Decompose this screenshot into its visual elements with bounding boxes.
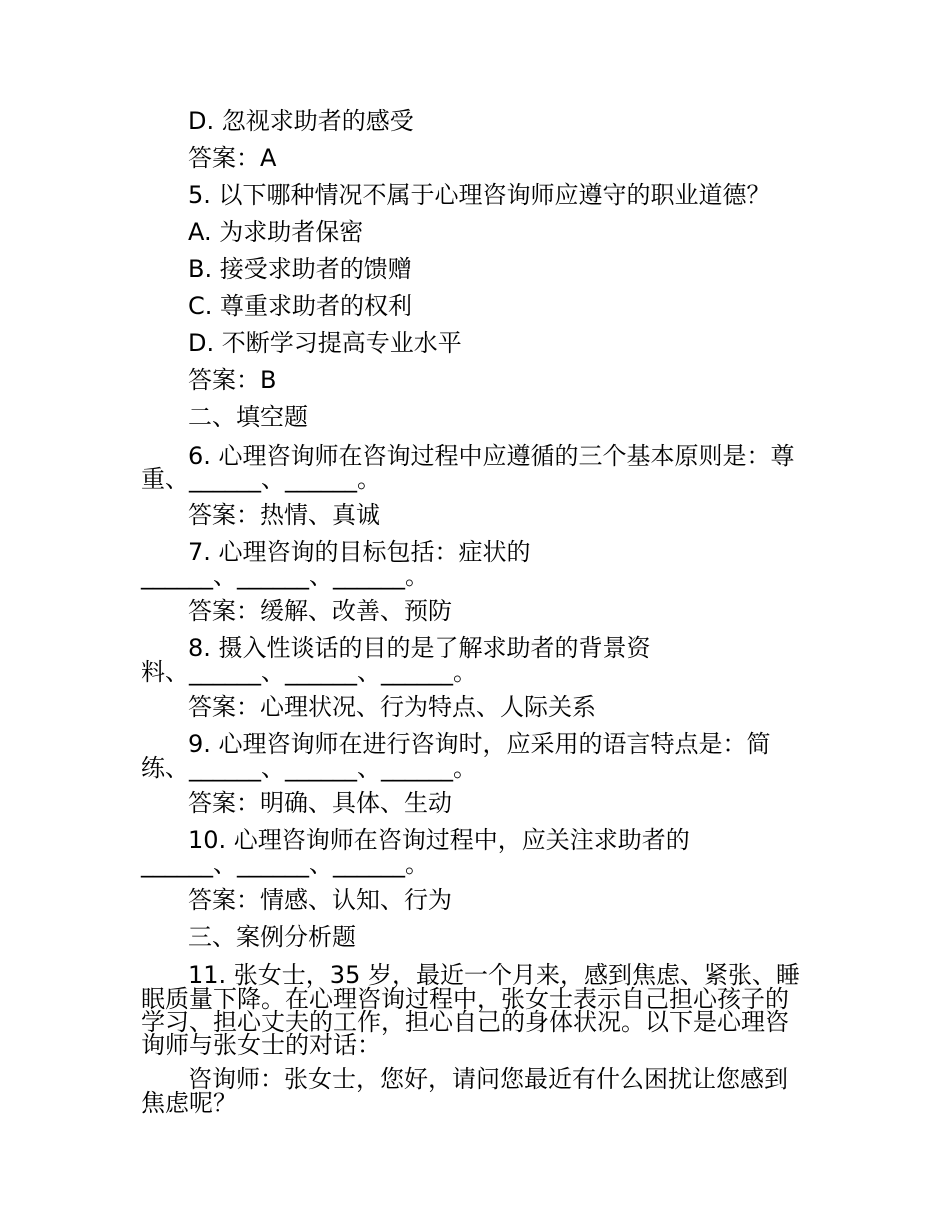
question-10-line2: ______、______、______。 <box>141 850 429 878</box>
section-heading-fill-blank: 二、填空题 <box>188 403 308 431</box>
answer-q9: 答案：明确、具体、生动 <box>188 789 452 817</box>
answer-q5: 答案：B <box>188 366 277 394</box>
option-a-q5: A. 为求助者保密 <box>188 218 364 246</box>
question-9-line1: 9. 心理咨询师在进行咨询时，应采用的语言特点是：简 <box>188 730 771 758</box>
question-8-line1: 8. 摄入性谈话的目的是了解求助者的背景资 <box>188 634 651 662</box>
answer-q6: 答案：热情、真诚 <box>188 501 380 529</box>
question-7-line1: 7. 心理咨询的目标包括：症状的 <box>188 538 531 566</box>
question-6-line2: 重、______、______。 <box>141 465 381 493</box>
question-5: 5. 以下哪种情况不属于心理咨询师应遵守的职业道德？ <box>188 181 771 209</box>
dialogue-counselor-line2: 焦虑呢？ <box>141 1089 237 1117</box>
case-11-line3: 学习、担心丈夫的工作，担心自己的身体状况。以下是心理咨 <box>141 1008 789 1036</box>
case-11-line1: 11. 张女士，35 岁，最近一个月来，感到焦虑、紧张、睡 <box>188 961 800 989</box>
question-9-line2: 练、______、______、______。 <box>141 754 477 782</box>
case-11-line4: 询师与张女士的对话： <box>141 1031 381 1059</box>
question-6-line1: 6. 心理咨询师在咨询过程中应遵循的三个基本原则是：尊 <box>188 442 795 470</box>
question-7-line2: ______、______、______。 <box>141 562 429 590</box>
answer-q10: 答案：情感、认知、行为 <box>188 886 452 914</box>
option-c-q5: C. 尊重求助者的权利 <box>188 292 413 320</box>
question-10-line1: 10. 心理咨询师在咨询过程中，应关注求助者的 <box>188 826 690 854</box>
dialogue-counselor-line1: 咨询师：张女士，您好，请问您最近有什么困扰让您感到 <box>188 1065 788 1093</box>
option-b-q5: B. 接受求助者的馈赠 <box>188 255 412 283</box>
answer-q7: 答案：缓解、改善、预防 <box>188 597 452 625</box>
case-11-line2: 眠质量下降。在心理咨询过程中，张女士表示自己担心孩子的 <box>141 985 789 1013</box>
question-8-line2: 料、______、______、______。 <box>141 658 477 686</box>
option-d-q4: D. 忽视求助者的感受 <box>188 107 414 135</box>
option-d-q5: D. 不断学习提高专业水平 <box>188 329 462 357</box>
answer-q8: 答案：心理状况、行为特点、人际关系 <box>188 693 596 721</box>
section-heading-case-analysis: 三、案例分析题 <box>188 923 356 951</box>
answer-q4: 答案：A <box>188 144 277 172</box>
